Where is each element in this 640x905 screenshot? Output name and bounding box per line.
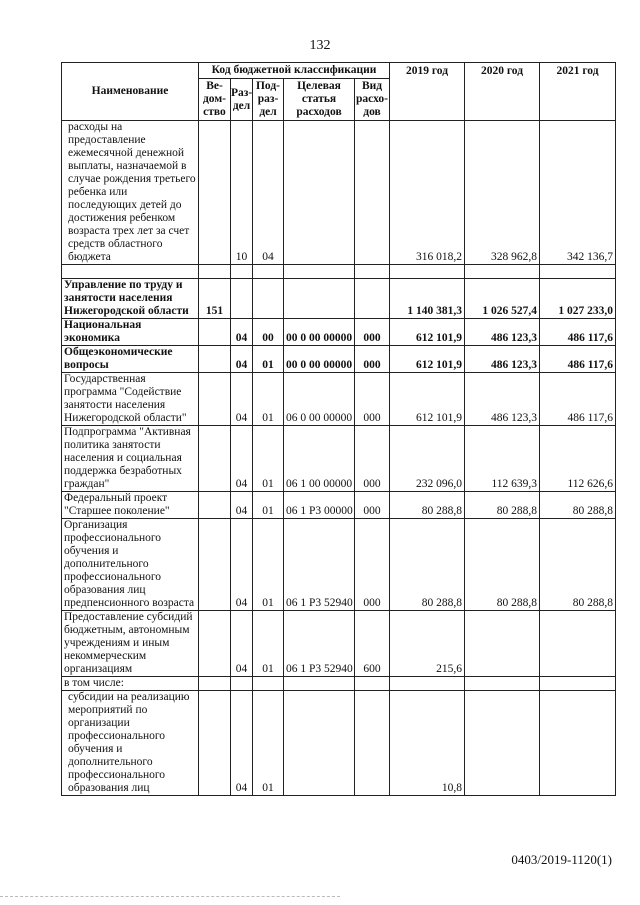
cell-2019	[390, 265, 465, 279]
table-row	[62, 346, 616, 373]
cell-name: расходы на предоставление ежемесячной денежной выплаты, назначаемой в случае рождения третьего ребенка или последующих детей до достижения ребенком возраста трех лет за счет средств областного бюджета	[62, 121, 199, 265]
cell-name: Государственная программа "Содействие занятости населения Нижегородской области"	[62, 373, 199, 426]
cell-2021	[540, 611, 616, 677]
cell-2021: 112 626,6	[540, 426, 616, 492]
cell-razdel: 04	[231, 319, 253, 346]
cell-target	[284, 279, 355, 319]
cell-2019: 80 288,8	[390, 492, 465, 519]
cell-name: Национальная экономика	[62, 319, 199, 346]
cell-2019: 612 101,9	[390, 373, 465, 426]
cell-razdel	[231, 279, 253, 319]
cell-2020	[465, 611, 540, 677]
header-tselevaya: Целевая статья расходов	[284, 79, 355, 121]
cell-2020: 80 288,8	[465, 519, 540, 611]
cell-name: Подпрограмма "Активная политика занятости населения и социальная поддержка безработных граждан"	[62, 426, 199, 492]
cell-name: Федеральный проект "Старшее поколение"	[62, 492, 199, 519]
cell-ved	[199, 677, 231, 691]
cell-name: Общеэкономические вопросы	[62, 346, 199, 373]
cell-target	[284, 121, 355, 265]
cell-podrazdel: 04	[253, 121, 284, 265]
cell-vid: 000	[355, 346, 390, 373]
cell-2021	[540, 691, 616, 796]
cell-2021	[540, 265, 616, 279]
cell-vid: 000	[355, 426, 390, 492]
table-body	[62, 121, 616, 796]
cell-target: 06 1 P3 00000	[284, 492, 355, 519]
cell-2020: 1 026 527,4	[465, 279, 540, 319]
table-row	[62, 373, 616, 426]
cell-name: Управление по труду и занятости населения Нижегородской области	[62, 279, 199, 319]
cell-vid: 000	[355, 373, 390, 426]
cell-ved	[199, 319, 231, 346]
table-row	[62, 279, 616, 319]
cell-target: 06 1 P3 52940	[284, 611, 355, 677]
cell-2021: 1 027 233,0	[540, 279, 616, 319]
cell-razdel	[231, 677, 253, 691]
table-row	[62, 677, 616, 691]
cell-podrazdel	[253, 265, 284, 279]
cell-podrazdel: 01	[253, 519, 284, 611]
cell-ved	[199, 691, 231, 796]
cell-podrazdel: 01	[253, 611, 284, 677]
cell-ved	[199, 265, 231, 279]
cell-2021: 342 136,7	[540, 121, 616, 265]
cell-razdel: 04	[231, 519, 253, 611]
header-2021: 2021 год	[540, 63, 616, 121]
table-row	[62, 121, 616, 265]
cell-podrazdel: 00	[253, 319, 284, 346]
cell-target	[284, 265, 355, 279]
cell-podrazdel: 01	[253, 426, 284, 492]
header-podrazdel: Под-раз-дел	[253, 79, 284, 121]
header-2019: 2019 год	[390, 63, 465, 121]
header-razdel: Раз-дел	[231, 79, 253, 121]
cell-2020	[465, 265, 540, 279]
cell-ved	[199, 611, 231, 677]
cell-podrazdel: 01	[253, 492, 284, 519]
page-number: 132	[309, 38, 331, 53]
budget-table	[61, 62, 616, 796]
table-row	[62, 492, 616, 519]
cell-vid	[355, 121, 390, 265]
cell-2020: 486 123,3	[465, 346, 540, 373]
cell-2019: 612 101,9	[390, 319, 465, 346]
cell-2020	[465, 691, 540, 796]
table-row	[62, 426, 616, 492]
cell-2020: 328 962,8	[465, 121, 540, 265]
cell-razdel	[231, 265, 253, 279]
cell-podrazdel: 01	[253, 346, 284, 373]
header-vid: Вид расхо-дов	[355, 79, 390, 121]
cell-2019: 10,8	[390, 691, 465, 796]
cell-2021: 80 288,8	[540, 519, 616, 611]
cell-target: 06 0 00 00000	[284, 373, 355, 426]
cell-2021: 486 117,6	[540, 373, 616, 426]
cell-2019: 80 288,8	[390, 519, 465, 611]
cell-vid: 000	[355, 319, 390, 346]
cell-target: 00 0 00 00000	[284, 346, 355, 373]
cell-razdel: 04	[231, 373, 253, 426]
cell-razdel: 10	[231, 121, 253, 265]
cell-2021: 486 117,6	[540, 346, 616, 373]
cell-ved	[199, 492, 231, 519]
cell-target: 06 1 P3 52940	[284, 519, 355, 611]
cell-2020: 486 123,3	[465, 373, 540, 426]
cell-target	[284, 677, 355, 691]
cell-ved	[199, 519, 231, 611]
cell-ved	[199, 373, 231, 426]
cell-2019: 215,6	[390, 611, 465, 677]
cell-ved: 151	[199, 279, 231, 319]
cell-target: 00 0 00 00000	[284, 319, 355, 346]
document-code: 0403/2019-1120(1)	[511, 852, 612, 867]
header-ved: Ве-дом-ство	[199, 79, 231, 121]
cell-vid	[355, 279, 390, 319]
cell-vid: 000	[355, 492, 390, 519]
table-row	[62, 691, 616, 796]
cell-razdel: 04	[231, 611, 253, 677]
cell-vid	[355, 677, 390, 691]
cell-podrazdel: 01	[253, 373, 284, 426]
table-row	[62, 319, 616, 346]
cell-ved	[199, 121, 231, 265]
cell-razdel: 04	[231, 346, 253, 373]
cell-2021: 80 288,8	[540, 492, 616, 519]
cell-razdel: 04	[231, 492, 253, 519]
cell-vid	[355, 691, 390, 796]
cell-vid	[355, 265, 390, 279]
cell-podrazdel: 01	[253, 691, 284, 796]
cell-2019: 612 101,9	[390, 346, 465, 373]
cell-name: Предоставление субсидий бюджетным, автономным учреждениям и иным некоммерческим организациям	[62, 611, 199, 677]
cell-2019: 1 140 381,3	[390, 279, 465, 319]
cell-name: субсидии на реализацию мероприятий по организации профессионального обучения и дополнительного профессионального образования лиц	[62, 691, 199, 796]
cell-2019: 316 018,2	[390, 121, 465, 265]
cell-name: в том числе:	[62, 677, 199, 691]
cell-2019	[390, 677, 465, 691]
header-name: Наименование	[62, 63, 199, 121]
cell-2019: 232 096,0	[390, 426, 465, 492]
cell-podrazdel	[253, 677, 284, 691]
cell-razdel: 04	[231, 426, 253, 492]
cell-target	[284, 691, 355, 796]
cell-2020: 112 639,3	[465, 426, 540, 492]
scan-edge-line	[0, 896, 340, 897]
cell-2020: 80 288,8	[465, 492, 540, 519]
cell-podrazdel	[253, 279, 284, 319]
header-2020: 2020 год	[465, 63, 540, 121]
table-row	[62, 611, 616, 677]
cell-name: Организация профессионального обучения и дополнительного профессионального образования лиц предпенсионного возраста	[62, 519, 199, 611]
cell-ved	[199, 426, 231, 492]
cell-2021: 486 117,6	[540, 319, 616, 346]
cell-2020	[465, 677, 540, 691]
cell-target: 06 1 00 00000	[284, 426, 355, 492]
cell-2020: 486 123,3	[465, 319, 540, 346]
table-row	[62, 519, 616, 611]
cell-2021	[540, 677, 616, 691]
cell-name	[62, 265, 199, 279]
table-row	[62, 265, 616, 279]
cell-ved	[199, 346, 231, 373]
cell-razdel: 04	[231, 691, 253, 796]
cell-vid: 000	[355, 519, 390, 611]
cell-vid: 600	[355, 611, 390, 677]
header-code-group: Код бюджетной классификации	[199, 63, 390, 79]
